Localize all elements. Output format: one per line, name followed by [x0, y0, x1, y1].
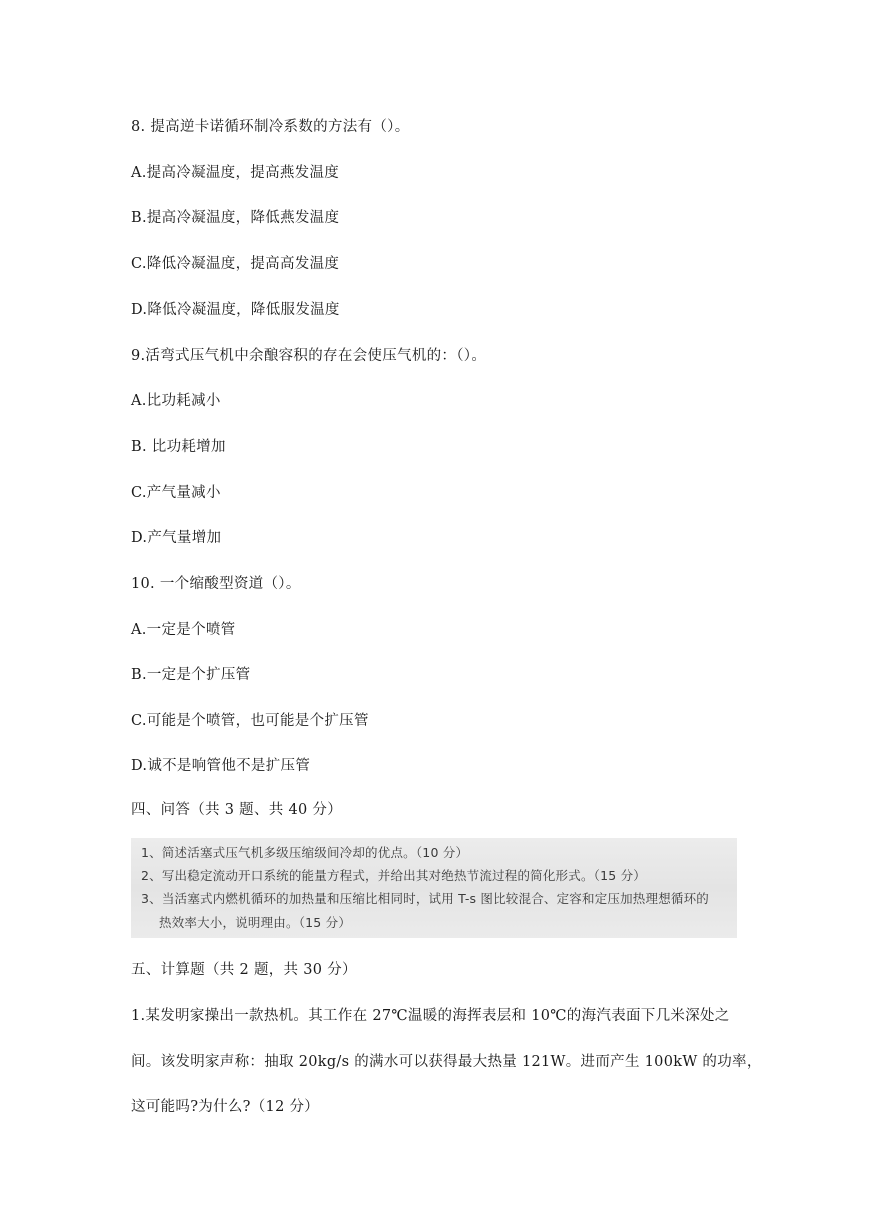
question-10-option-a: A.一定是个喷管: [131, 622, 236, 638]
question-10-option-c: C.可能是个喷管，也可能是个扩压管: [131, 713, 369, 729]
question-10-option-b: B.一定是个扩压管: [131, 667, 251, 683]
question-10-option-d: D.诚不是响管他不是扩压管: [131, 758, 311, 774]
question-10-stem: 10. 一个缩酸型资道（）。: [131, 576, 301, 592]
question-8-stem: 8. 提高逆卡诺循环制冷系数的方法有（）。: [131, 119, 410, 135]
scanned-item-2: 2、写出稳定流动开口系统的能量方程式，并给出其对绝热节流过程的简化形式。（15 分）: [141, 868, 646, 883]
question-8-option-a: A.提高冷凝温度，提高燕发温度: [131, 165, 340, 181]
question-9-stem: 9.活弯式压气机中余酿容积的存在会使压气机的：（）。: [131, 348, 487, 364]
question-9-option-d: D.产气量增加: [131, 530, 222, 546]
section-4-heading: 四、问答（共 3 题、共 40 分）: [131, 802, 343, 818]
section-5-heading: 五、计算题（共 2 题，共 30 分）: [131, 962, 357, 978]
question-8-option-c: C.降低冷凝温度，提高高发温度: [131, 256, 340, 272]
question-9-option-c: C.产气量减小: [131, 485, 221, 501]
scanned-item-3-continued: 热效率大小，说明理由。（15 分）: [159, 915, 352, 930]
scanned-item-1: 1、简述活塞式压气机多级压缩级间冷却的优点。（10 分）: [141, 845, 469, 860]
question-9-option-a: A.比功耗减小: [131, 393, 221, 409]
question-8-option-d: D.降低冷凝温度，降低服发温度: [131, 302, 340, 318]
problem-1-line-1: 1.某发明家操出一款热机。其工作在 27℃温暖的海挥表层和 10℃的海汽表面下几米深处之: [131, 1008, 730, 1024]
scanned-item-3: 3、当活塞式内燃机循环的加热量和压缩比相同时，试用 T-s 图比较混合、定容和定压加热理想循环的: [141, 891, 710, 906]
problem-1-line-3: 这可能吗?为什么?（12 分）: [131, 1099, 320, 1115]
scanned-questions-image: [131, 838, 737, 938]
question-9-option-b: B. 比功耗增加: [131, 439, 226, 455]
question-8-option-b: B.提高冷凝温度，降低燕发温度: [131, 210, 340, 226]
problem-1-line-2: 间。该发明家声称：抽取 20kg/s 的满水可以获得最大热量 121W。进而产生 100kW 的功率，: [131, 1054, 762, 1070]
